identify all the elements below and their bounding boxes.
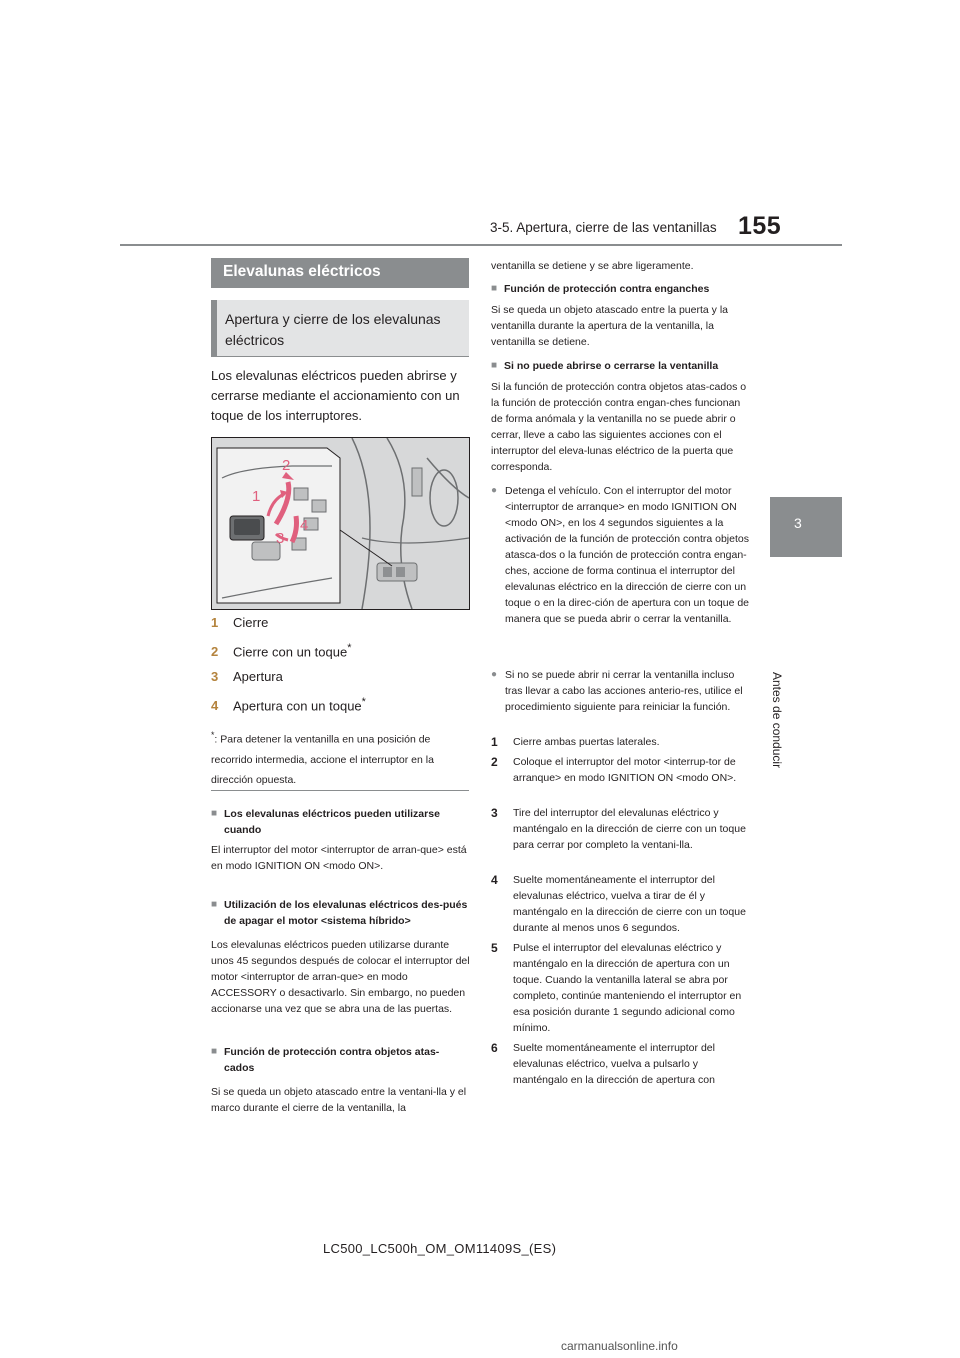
step-text: Suelte momentáneamente el interruptor del elevalunas eléctrico, vuelva a tirar de él y manténgalo en la dirección de cierre con un toque durante al menos unos 6 segundos. [513, 874, 746, 934]
step-number: 4 [491, 873, 498, 887]
chapter-tab [770, 497, 842, 557]
section-title: 3-5. Apertura, cierre de las ventanillas [490, 220, 717, 235]
callout-4: 4 [300, 517, 309, 534]
footnote-text: : Para detener la ventanilla en una posición de recorrido intermedia, accione el interruptor en la dirección opuesta. [211, 733, 434, 786]
callout-2: 2 [282, 457, 291, 474]
note-body: Si la función de protección contra objetos atas-cados o la función de protección contra engan-ches funcionan de forma anómala y la ventanilla no se puede abrir o cerrar, lleve a cabo las siguientes acciones con el interruptor del eleva-lunas eléctrico de la puerta que corresponda. [491, 381, 747, 473]
step-item [491, 734, 753, 750]
note-body: El interruptor del motor <interruptor de arran-que> está en modo IGNITION ON <modo ON>. [211, 844, 467, 872]
divider [211, 790, 469, 791]
note-body: Los elevalunas eléctricos pueden utilizarse durante unos 45 segundos después de colocar el interruptor del motor <interruptor de arran-que> en modo ACCESSORY o desactivarlo. Sin embargo, no pueden accionarse una vez que se abra una de las puertas. [211, 939, 470, 1015]
note-body: Si se queda un objeto atascado entre la ventani-lla y el marco durante el cierre de la ventanilla, la [211, 1086, 467, 1114]
continued-text: ventanilla se detiene y se abre ligeramente. [491, 260, 694, 272]
watermark: carmanualsonline.info [561, 1339, 678, 1353]
header-rule [120, 244, 842, 246]
step-text: Coloque el interruptor del motor <interrup-tor de arranque> en modo IGNITION ON <modo ON>. [513, 756, 737, 784]
callout-3: 3 [276, 530, 285, 547]
step-text: Tire del interruptor del elevalunas eléctrico y manténgalo en la dirección de cierre con un toque para cerrar por completo la ventani-lla. [513, 807, 746, 851]
step-item [491, 754, 753, 786]
note-heading: ■ Si no puede abrirse o cerrarse la ventanilla [491, 358, 753, 374]
legend-item [211, 696, 471, 713]
legend-item [211, 642, 471, 659]
note-heading: ■ Función de protección contra enganches [491, 281, 753, 297]
document-code: LC500_LC500h_OM_OM11409S_(ES) [323, 1241, 557, 1256]
legend-text: Apertura con un toque [233, 698, 362, 714]
footnote-mark: * [211, 730, 215, 740]
legend-footnote-mark: * [361, 696, 366, 708]
footnote [211, 725, 469, 790]
note-heading: ■ Función de protección contra objetos atas-cados [211, 1044, 469, 1076]
section-heading [211, 258, 469, 288]
intro-paragraph: Los elevalunas eléctricos pueden abrirse y cerrarse mediante el accionamiento con un toque de los interruptores. [211, 368, 460, 423]
page-number: 155 [738, 212, 782, 240]
step-number: 1 [491, 735, 498, 749]
step-number: 5 [491, 941, 498, 955]
legend-text: Cierre con un toque [233, 644, 348, 660]
window-switch-illustration [211, 437, 470, 610]
step-number: 3 [491, 806, 498, 820]
chapter-number: 3 [794, 515, 802, 531]
chapter-label: Antes de conducir [770, 672, 784, 769]
subsection-heading-text: Apertura y cierre de los elevalunas eléctricos [225, 311, 441, 348]
note-body: Si se queda un objeto atascado entre la puerta y la ventanilla durante la apertura de la ventanilla, la ventanilla se detiene. [491, 304, 728, 348]
subsection-heading [211, 300, 469, 357]
legend-item [211, 615, 471, 630]
note-heading: ■ Utilización de los elevalunas eléctricos des-pués de apagar el motor <sistema híbrido> [211, 897, 469, 929]
step-text: Pulse el interruptor del elevalunas eléctrico y manténgalo en la dirección de apertura con un toque. Cuando la ventanilla lateral se abra por completo, continúe manteniendo el interruptor en esa posición durante 1 segundo adicional como mínimo. [513, 942, 742, 1034]
step-number: 6 [491, 1041, 498, 1055]
callout-1: 1 [252, 488, 261, 505]
legend-item [211, 669, 471, 684]
legend-number: 1 [211, 615, 219, 630]
bullet-item: ● Si no se puede abrir ni cerrar la ventanilla incluso tras llevar a cabo las acciones anterio-res, utilice el procedimiento siguiente para reiniciar la función. [491, 667, 753, 715]
bullet-item: ● Detenga el vehículo. Con el interruptor del motor <interruptor de arranque> en modo IGNITION ON <modo ON>, en los 4 segundos siguientes a la activación de la función de protección contra objetos atasca-dos o la función de protección contra engan-ches, accione de forma continua el interruptor del elevalunas eléctrico en la dirección de cierre con un toque o en la direc-ción de apertura con un toque de manera que se pueda abrir o cerrar la ventanilla. [491, 483, 753, 627]
legend-number: 4 [211, 698, 219, 714]
legend-number: 3 [211, 669, 219, 684]
legend-footnote-mark: * [347, 642, 352, 654]
step-number: 2 [491, 755, 498, 769]
step-item [491, 872, 753, 936]
step-item [491, 940, 753, 1036]
step-item [491, 805, 753, 853]
step-item [491, 1040, 753, 1088]
note-heading: ■ Los elevalunas eléctricos pueden utilizarse cuando [211, 806, 469, 838]
legend-number: 2 [211, 644, 219, 660]
step-text: Suelte momentáneamente el interruptor del elevalunas eléctrico, vuelva a pulsarlo y manténgalo en la dirección de apertura con [513, 1042, 715, 1086]
legend-text: Apertura [233, 669, 283, 684]
section-heading-text: Elevalunas eléctricos [223, 263, 381, 280]
legend-text: Cierre [233, 615, 269, 630]
step-text: Cierre ambas puertas laterales. [513, 736, 660, 748]
illustration-svg [212, 438, 469, 609]
